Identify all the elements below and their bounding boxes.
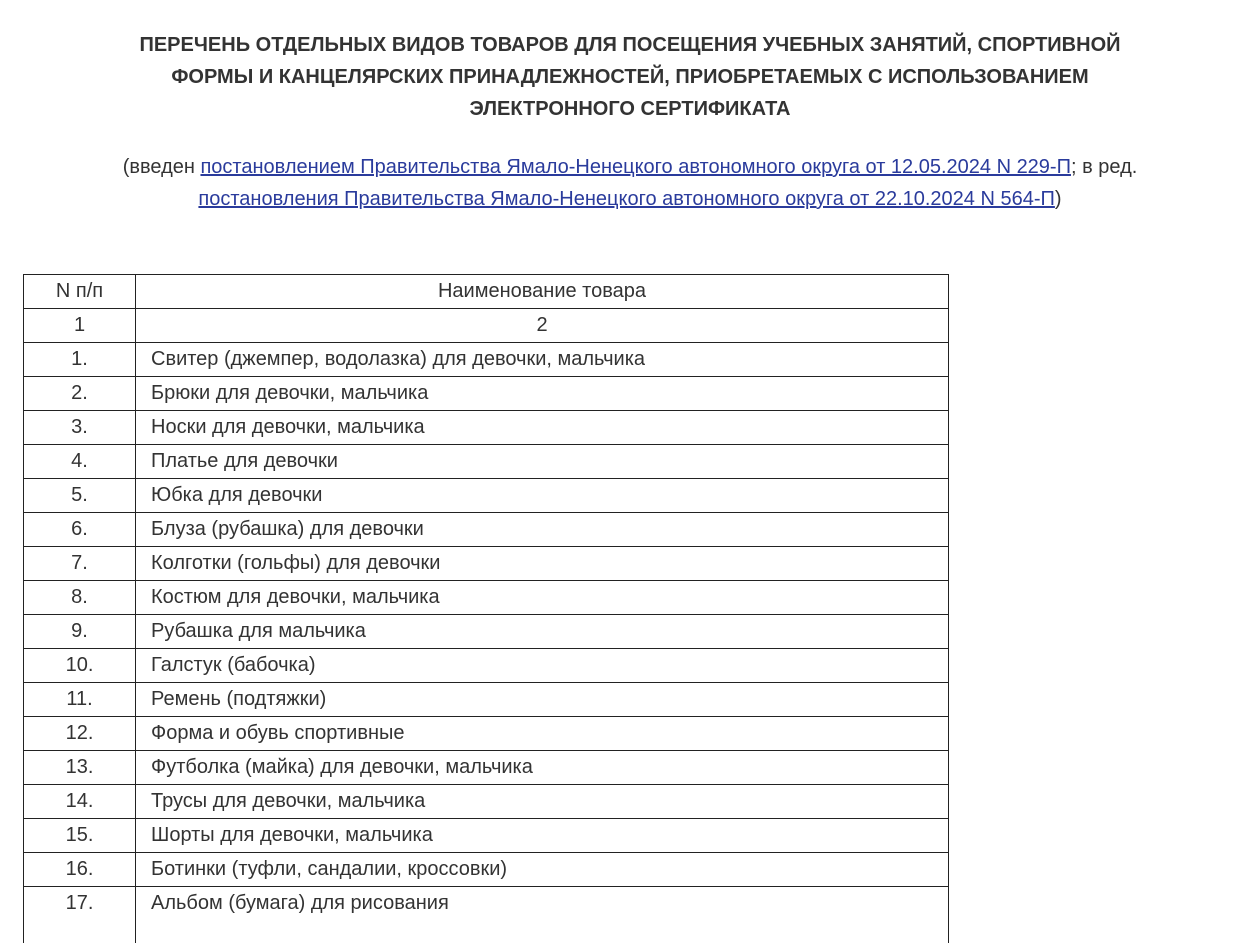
product-name: Блуза (рубашка) для девочки	[136, 513, 949, 547]
row-number: 7.	[24, 547, 136, 581]
product-name: Юбка для девочки	[136, 479, 949, 513]
table-row	[24, 411, 949, 445]
row-number: 17.	[24, 887, 136, 943]
table-row	[24, 819, 949, 853]
row-number: 14.	[24, 785, 136, 819]
table-row	[24, 513, 949, 547]
row-number: 12.	[24, 717, 136, 751]
product-name: Брюки для девочки, мальчика	[136, 377, 949, 411]
product-name: Альбом (бумага) для рисования	[136, 887, 949, 943]
table-row	[24, 751, 949, 785]
table-row	[24, 479, 949, 513]
product-name: Костюм для девочки, мальчика	[136, 581, 949, 615]
product-name: Носки для девочки, мальчика	[136, 411, 949, 445]
product-name: Колготки (гольфы) для девочки	[136, 547, 949, 581]
product-name: Футболка (майка) для девочки, мальчика	[136, 751, 949, 785]
product-name: Платье для девочки	[136, 445, 949, 479]
product-name: Рубашка для мальчика	[136, 615, 949, 649]
column-number: 2	[136, 309, 949, 343]
row-number: 15.	[24, 819, 136, 853]
table-row	[24, 649, 949, 683]
note-middle: ; в ред.	[1071, 156, 1137, 178]
product-name: Шорты для девочки, мальчика	[136, 819, 949, 853]
amendment-note	[0, 151, 1260, 215]
product-name: Ремень (подтяжки)	[136, 683, 949, 717]
table-row	[24, 717, 949, 751]
header-name: Наименование товара	[136, 275, 949, 309]
table-row	[24, 343, 949, 377]
note-suffix: )	[1055, 188, 1062, 210]
table-row	[24, 547, 949, 581]
table-row	[24, 581, 949, 615]
decree-link-564[interactable]: постановления Правительства Ямало-Ненецкого автономного округа от 22.10.2024 N 564-П	[198, 188, 1054, 210]
row-number: 10.	[24, 649, 136, 683]
table-header-row	[24, 275, 949, 309]
table-row	[24, 785, 949, 819]
product-name: Свитер (джемпер, водолазка) для девочки, мальчика	[136, 343, 949, 377]
table-row	[24, 853, 949, 887]
document-title	[0, 29, 1260, 125]
note-prefix: (введен	[123, 156, 201, 178]
column-number-row	[24, 309, 949, 343]
goods-table	[23, 274, 949, 943]
table-row	[24, 445, 949, 479]
table-row	[24, 683, 949, 717]
table-row	[24, 377, 949, 411]
row-number: 8.	[24, 581, 136, 615]
row-number: 3.	[24, 411, 136, 445]
row-number: 1.	[24, 343, 136, 377]
row-number: 11.	[24, 683, 136, 717]
table-row	[24, 615, 949, 649]
column-number: 1	[24, 309, 136, 343]
row-number: 16.	[24, 853, 136, 887]
row-number: 6.	[24, 513, 136, 547]
row-number: 13.	[24, 751, 136, 785]
product-name: Форма и обувь спортивные	[136, 717, 949, 751]
title-line: ПЕРЕЧЕНЬ ОТДЕЛЬНЫХ ВИДОВ ТОВАРОВ ДЛЯ ПОСЕЩЕНИЯ УЧЕБНЫХ ЗАНЯТИЙ, СПОРТИВНОЙ	[0, 29, 1260, 61]
title-line: ЭЛЕКТРОННОГО СЕРТИФИКАТА	[0, 93, 1260, 125]
title-line: ФОРМЫ И КАНЦЕЛЯРСКИХ ПРИНАДЛЕЖНОСТЕЙ, ПРИОБРЕТАЕМЫХ С ИСПОЛЬЗОВАНИЕМ	[0, 61, 1260, 93]
row-number: 5.	[24, 479, 136, 513]
product-name: Галстук (бабочка)	[136, 649, 949, 683]
product-name: Трусы для девочки, мальчика	[136, 785, 949, 819]
row-number: 2.	[24, 377, 136, 411]
row-number: 4.	[24, 445, 136, 479]
product-name: Ботинки (туфли, сандалии, кроссовки)	[136, 853, 949, 887]
table-row	[24, 887, 949, 943]
header-number: N п/п	[24, 275, 136, 309]
row-number: 9.	[24, 615, 136, 649]
decree-link-229[interactable]: постановлением Правительства Ямало-Ненецкого автономного округа от 12.05.2024 N 229-П	[200, 156, 1071, 178]
